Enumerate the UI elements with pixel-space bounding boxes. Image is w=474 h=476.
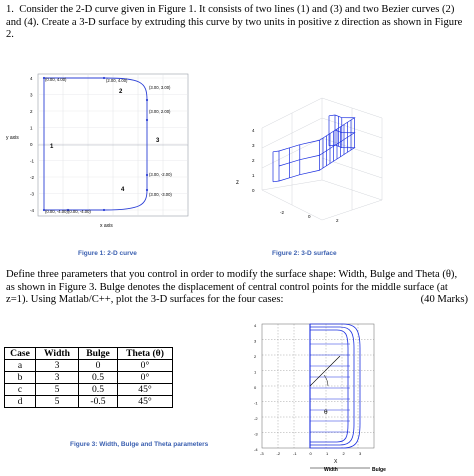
table-cell: a xyxy=(5,360,36,372)
figure-1-ytick: -3 xyxy=(30,191,35,197)
figure-1-point-b: (2.00, 4.00) xyxy=(106,78,128,83)
table-cell: 3 xyxy=(36,360,79,372)
figure-2-ytick: 0 xyxy=(308,214,311,219)
figure-3-ytick: -3 xyxy=(254,431,258,437)
figure-1-ytick: -2 xyxy=(30,175,35,180)
figure-1-ytick: 1 xyxy=(30,125,33,131)
figure-3-ytick: 1 xyxy=(254,369,257,375)
figure-3-ytick: -2 xyxy=(254,416,258,421)
figure-2-surface-ring xyxy=(279,145,355,181)
figure-2-surface-edge xyxy=(329,115,335,116)
figure-3-ytick: 0 xyxy=(254,385,257,390)
figure-1-segment-3: 3 xyxy=(156,138,160,144)
figure-3-caption: Figure 3: Width, Bulge and Theta parameters xyxy=(70,441,209,448)
figure-1-ytick: 0 xyxy=(30,142,33,147)
table-cell: 0.5 xyxy=(79,384,118,396)
figure-1-control-point xyxy=(146,174,148,176)
figure-2-ztick: 1 xyxy=(252,173,255,178)
figure-3-x-label: X xyxy=(334,459,338,465)
table-header: Theta (θ) xyxy=(118,348,173,360)
figure-1-control-point xyxy=(103,209,105,211)
figure-2-ytick: 2 xyxy=(336,218,339,223)
figure-3-ytick: -4 xyxy=(254,447,258,452)
figure-3-xtick: 2 xyxy=(342,451,345,456)
table-header: Case xyxy=(5,348,36,360)
figure-2-3d-surface xyxy=(232,88,418,238)
figure-1-point-a: (0.00, 4.00) xyxy=(45,77,67,82)
figure-1-control-point xyxy=(146,119,148,121)
figure-1-segment-4: 4 xyxy=(121,187,125,193)
figure-1-point-e: (3.00, -2.00) xyxy=(149,172,172,177)
figure-3-parameters xyxy=(248,318,388,473)
question-intro xyxy=(6,4,468,42)
figure-3-ytick: -1 xyxy=(254,400,258,406)
figure-1-control-point xyxy=(146,189,148,191)
table-header-row xyxy=(5,348,173,360)
figure-3-theta-line xyxy=(310,356,340,386)
figure-1-control-point xyxy=(146,99,148,101)
table-header: Width xyxy=(36,348,79,360)
figure-1-segment-2: 2 xyxy=(119,89,123,95)
question-number: 1. xyxy=(6,4,14,15)
figure-1-control-point xyxy=(103,77,105,79)
table-cell: 3 xyxy=(36,372,79,384)
figure-1-ytick: -1 xyxy=(30,158,35,164)
figure-1-point-g: (0.00, -4.00) xyxy=(45,209,68,214)
table-cell: -0.5 xyxy=(79,396,118,408)
table-row xyxy=(5,372,173,384)
figure-3-ytick: 4 xyxy=(254,323,257,328)
figure-2-zlabel: z xyxy=(236,180,239,186)
figure-1-point-c: (3.00, 3.00) xyxy=(149,85,171,90)
table-cell: b xyxy=(5,372,36,384)
figure-1-ylabel: y axis xyxy=(6,135,19,141)
figure-1-ytick: 2 xyxy=(30,109,33,114)
figure-1-segment-1: 1 xyxy=(50,144,54,150)
table-cell: 0 xyxy=(79,360,118,372)
table-row xyxy=(5,384,173,396)
table-cell: 5 xyxy=(36,396,79,408)
figure-2-ztick: 2 xyxy=(252,158,255,163)
question-body xyxy=(6,269,468,307)
figure-3-xtick: 0 xyxy=(309,451,312,456)
table-cell: 0° xyxy=(118,372,173,384)
table-cell: c xyxy=(5,384,36,396)
figure-3-xtick: 3 xyxy=(359,451,362,456)
parameters-table xyxy=(4,347,173,408)
figure-2-surface-edge xyxy=(273,181,279,182)
figure-2-ztick: 0 xyxy=(252,188,255,193)
figure-1-caption: Figure 1: 2-D curve xyxy=(78,250,137,257)
table-cell: 45° xyxy=(118,396,173,408)
figure-3-xtick: -2 xyxy=(276,451,281,456)
table-cell: 0.5 xyxy=(79,372,118,384)
table-cell: d xyxy=(5,396,36,408)
question-intro-text: Consider the 2-D curve given in Figure 1. It consists of two lines (1) and (3) and two Bezier curves (2) and (4). Create a 3-D surface by extruding this curve by two units in positive z direction as shown in Figure 2. xyxy=(6,4,463,41)
figure-1-ytick: 4 xyxy=(30,76,33,81)
figure-1-xlabel: x axis xyxy=(100,223,113,229)
figure-1-ytick: 3 xyxy=(30,92,33,98)
table-cell: 45° xyxy=(118,384,173,396)
figure-3-xtick: 1 xyxy=(326,451,329,456)
figure-3-bulge-label: Bulge xyxy=(372,467,386,473)
figure-1-point-h: (0.00, -4.00) xyxy=(68,209,91,214)
figure-1-point-d: (3.00, 2.00) xyxy=(149,109,171,114)
figure-1-ytick: -4 xyxy=(30,208,35,213)
figure-3-width-label: Width xyxy=(324,467,338,473)
marks-label: (40 Marks) xyxy=(420,294,468,306)
figure-3-ytick: 3 xyxy=(254,338,257,344)
figure-2-caption: Figure 2: 3-D surface xyxy=(272,250,337,257)
figure-2-ztick: 3 xyxy=(252,143,255,148)
question-body-text: Define three parameters that you control in order to modify the surface shape: Width, Bulge and Theta (θ), as shown in Figure 3. Bulge denotes the displacement of central control points for the middle surface (at z=1). Using Matlab/C++, plot the 3-D surfaces for the four cases: xyxy=(6,269,458,306)
figure-2-ztick: 4 xyxy=(252,128,255,133)
table-row xyxy=(5,396,173,408)
figure-1-point-f: (3.00, -3.00) xyxy=(149,192,172,197)
table-row xyxy=(5,360,173,372)
figure-2-ytick: -2 xyxy=(280,210,285,215)
figure-2-surface-edge xyxy=(273,151,279,152)
figure-1-2d-curve xyxy=(6,60,211,235)
table-cell: 5 xyxy=(36,384,79,396)
table-cell: 0° xyxy=(118,360,173,372)
figure-3-theta-label: θ xyxy=(324,409,328,416)
figure-3-ytick: 2 xyxy=(254,354,257,359)
table-header: Bulge xyxy=(79,348,118,360)
figure-3-xtick: -3 xyxy=(260,451,264,456)
figure-3-xtick: -1 xyxy=(293,451,297,456)
